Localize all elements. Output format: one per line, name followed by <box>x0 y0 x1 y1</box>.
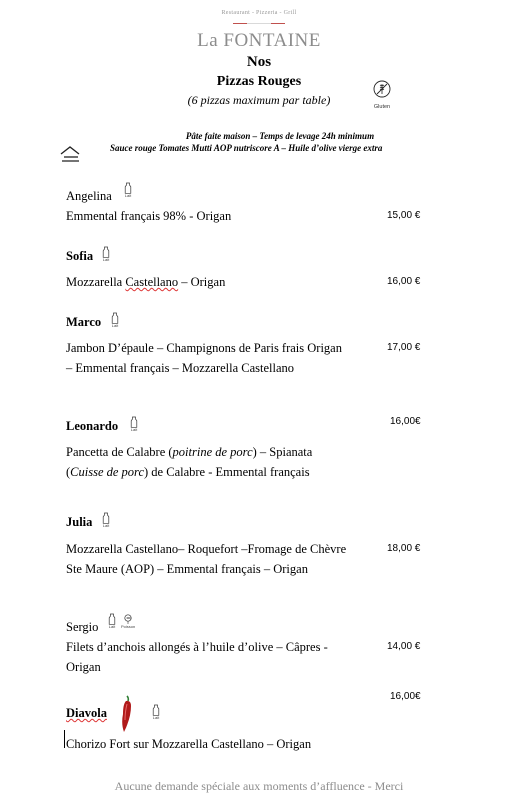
item-name-sofia: Sofia <box>66 249 94 263</box>
lait-allergen: Lait <box>128 416 140 432</box>
gluten-free-icon <box>373 80 391 98</box>
tagline-divider <box>233 23 285 24</box>
lait-allergen: Lait <box>150 704 162 720</box>
brand-name: La FONTAINE <box>197 30 321 51</box>
item-name-leonardo: Leonardo <box>66 419 119 433</box>
item-name-julia: Julia <box>66 515 93 529</box>
lait-allergen: Lait <box>109 312 121 328</box>
item-desc-marco: Jambon D’épaule – Champignons de Paris frais Origan – Emmental français – Mozzarella Castellano <box>66 341 342 375</box>
item-desc-diavola: Chorizo Fort sur Mozzarella Castellano – Origan <box>66 737 312 751</box>
item-desc-angelina: Emmental français 98% - Origan <box>66 209 232 223</box>
item-price-julia: 18,00 € <box>387 543 421 554</box>
text-cursor <box>64 730 65 748</box>
chili-pepper-icon <box>118 694 136 739</box>
item-price-angelina: 15,00 € <box>387 210 421 221</box>
item-price-leonardo: 16,00€ <box>390 416 421 427</box>
item-price-sofia: 16,00 € <box>387 276 421 287</box>
item-name-marco: Marco <box>66 315 102 329</box>
page-title-line1: Nos <box>246 54 272 70</box>
poisson-allergen: Poisson <box>121 613 135 629</box>
lait-allergen: Lait <box>100 246 112 262</box>
gluten-badge <box>370 80 394 110</box>
item-price-sergio: 14,00 € <box>387 641 421 652</box>
page-title-line2: Pizzas Rouges <box>216 74 302 89</box>
dough-note: Pâte faite maison – Temps de levage 24h minimum <box>185 131 375 141</box>
lait-allergen: Lait <box>100 512 112 528</box>
page-subtitle: (6 pizzas maximum par table) <box>187 93 331 107</box>
item-desc-leonardo: Pancetta de Calabre (poitrine de porc) – Spianata (Cuisse de porc) de Calabre - Emmental français <box>66 445 313 479</box>
item-price-marco: 17,00 € <box>387 342 421 353</box>
homemade-icon <box>59 145 81 168</box>
item-name-angelina: Angelina <box>66 189 112 203</box>
sauce-note: Sauce rouge Tomates Mutti AOP nutriscore A – Huile d’olive vierge extra <box>110 143 383 153</box>
item-desc-julia: Mozzarella Castellano– Roquefort –Fromage de Chèvre Ste Maure (AOP) – Emmental français – Origan <box>66 542 347 576</box>
item-price-diavola: 16,00€ <box>390 691 421 702</box>
item-desc-sofia: Mozzarella Castellano – Origan <box>66 275 226 289</box>
item-name-sergio: Sergio <box>66 620 99 634</box>
lait-allergen: Lait <box>106 613 118 629</box>
item-name-diavola: Diavola <box>66 706 107 720</box>
restaurant-tagline: Restaurant - Pizzeria - Grill <box>221 10 297 16</box>
footer-note: Aucune demande spéciale aux moments d’affluence - Merci <box>114 779 404 793</box>
item-desc-sergio: Filets d’anchois allongés à l’huile d’olive – Câpres - Origan <box>66 640 328 674</box>
gluten-label: Gluten <box>373 104 391 110</box>
lait-allergen: Lait <box>122 182 134 198</box>
